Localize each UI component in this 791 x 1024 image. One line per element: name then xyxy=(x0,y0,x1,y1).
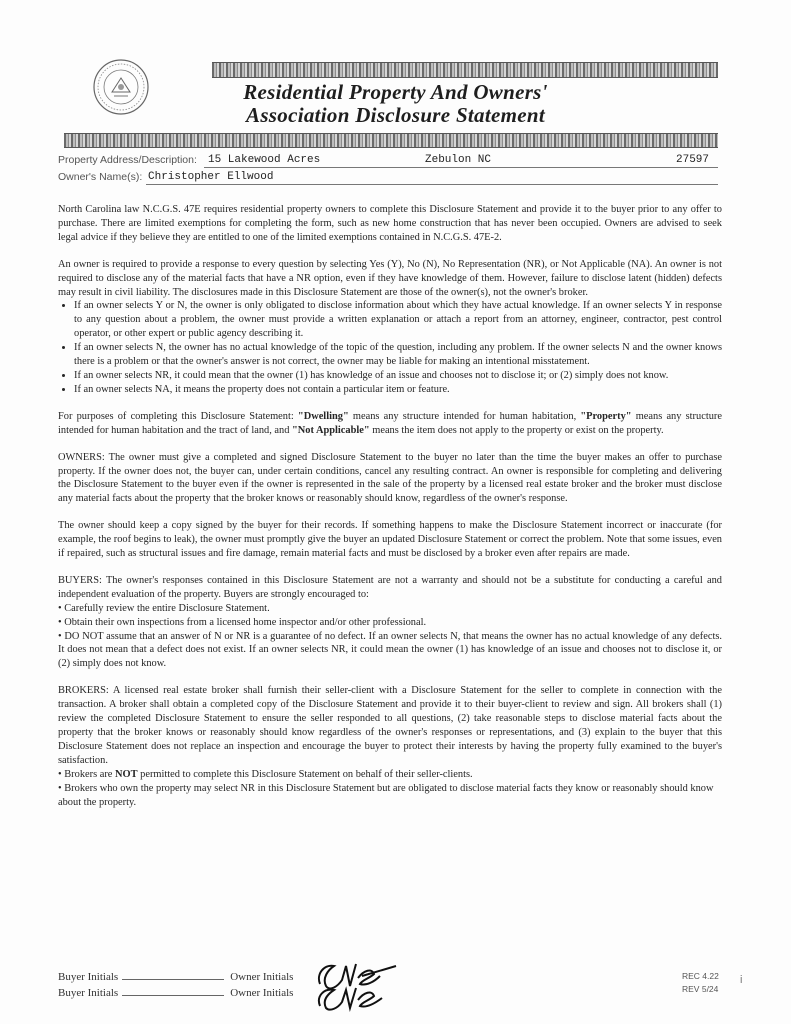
buyer-initials-label: Buyer Initials xyxy=(58,971,119,983)
option-nr-item: • If an owner selects NR, it could mean that the owner (1) has knowledge of an issue and chooses not to disclose it; or (2) simply does not know. xyxy=(74,369,722,383)
owner-name-row xyxy=(58,171,718,183)
property-address-row xyxy=(58,154,718,166)
buyer-inspection-item: • Obtain their own inspections from a licensed home inspector and/or other professional. xyxy=(58,616,427,628)
property-address-value: 15 Lakewood Acres xyxy=(208,154,321,166)
owners-paragraph: OWNERS: The owner must give a completed and signed Disclosure Statement to the buyer no later than the time the buyer makes an offer to purchase property. If the owner does not, the buyer can, under certain conditions, cancel any resulting contract. An owner is responsible for completing and delivering the Disclosure Statement to the buyer even if the owner is represented in the sale of the property by a licensed real estate broker and the broker must disclose any material facts about the property that the broker knows or reasonably should know, regardless of the owner's response. xyxy=(58,451,722,505)
header-banner-bottom xyxy=(64,133,718,148)
owner-initials-signature xyxy=(312,956,404,1014)
buyers-paragraph: BUYERS: The owner's responses contained in this Disclosure Statement are not a warranty and should not be a substitute for conducting a careful and independent evaluation of the property. Buyers are strongly encouraged to: xyxy=(58,574,722,600)
response-options-list xyxy=(58,299,722,396)
brokers-own-property-item: • Brokers who own the property may select NR in this Disclosure Statement but are obligated to disclose material facts they know or reasonably should know about the property. xyxy=(58,782,714,808)
not-applicable-term: "Not Applicable" xyxy=(292,424,370,436)
disclosure-body xyxy=(58,203,722,809)
initials-row-2 xyxy=(58,985,293,999)
initials-row-1 xyxy=(58,969,293,983)
property-city-value: Zebulon NC xyxy=(425,154,492,166)
form-code-line-1: REC 4.22 xyxy=(682,971,719,981)
buyer-initials-field-1[interactable] xyxy=(122,969,224,980)
response-instructions-paragraph: An owner is required to provide a response to every question by selecting Yes (Y), No (N), No Representation (NR), or Not Applicable (NA). An owner is not required to disclose any of the material facts that have a NR option, even if they have knowledge of them. However, failure to disclose latent (hidden) defects may result in civil liability. The disclosures made in this Disclosure Statement are those of the owner(s), not the owner's broker. xyxy=(58,258,722,298)
owner-name-label: Owner's Name(s): xyxy=(58,171,143,183)
property-address-label: Property Address/Description: xyxy=(58,154,197,166)
owner-name-underline xyxy=(146,184,718,185)
owner-initials-label: Owner Initials xyxy=(230,971,294,983)
owner-initials-label-2: Owner Initials xyxy=(230,987,294,999)
page-mark: i xyxy=(740,974,743,986)
property-zip-value: 27597 xyxy=(676,154,710,166)
option-n-item: • If an owner selects N, the owner has no actual knowledge of the topic of the question, including any problem. If the owner selects N and the owner knows there is a problem or that the owner's answer is not correct, the owner may be liable for making an intentional misstatement. xyxy=(74,341,722,369)
property-term: "Property" xyxy=(580,410,632,422)
buyer-initials-field-2[interactable] xyxy=(122,985,224,996)
owner-copy-paragraph: The owner should keep a copy signed by the buyer for their records. If something happens to make the Disclosure Statement incorrect or inaccurate (for example, the roof begins to leak), the owner must promptly give the buyer an updated Disclosure Statement or correct the problem. Note that some issues, even if repaired, such as structural issues and fire damage, remain material facts and must be disclosed by a broker even after repairs are made. xyxy=(58,520,722,560)
buyer-do-not-assume-item: • DO NOT assume that an answer of N or NR is a guarantee of no defect. If an owner selects N, that means the owner has no actual knowledge of any defects. It does not mean that a defect does not exist. If an owner selects NR, it could mean the owner (1) has knowledge of an issue and chooses not to disclose it, or (2) simply does not know. xyxy=(58,630,722,670)
buyer-initials-label-2: Buyer Initials xyxy=(58,987,119,999)
header-banner-top xyxy=(212,62,718,78)
definitions-paragraph: For purposes of completing this Disclosure Statement: "Dwelling" means any structure intended for human habitation, "Property" means any structure intended for human habitation and the tract of land, and "Not Applicable" means the item does not apply to the property or exist on the property. xyxy=(58,410,722,436)
dwelling-term: "Dwelling" xyxy=(297,410,349,422)
document-title-line-2: Association Disclosure Statement xyxy=(246,103,545,127)
option-na-item: • If an owner selects NA, it means the property does not contain a particular item or feature. xyxy=(74,383,722,397)
buyer-review-item: • Carefully review the entire Disclosure Statement. xyxy=(58,602,270,614)
brokers-paragraph: BROKERS: A licensed real estate broker shall furnish their seller-client with a Disclosure Statement for the seller to complete in connection with the transaction. A broker shall obtain a completed copy of the Disclosure Statement and provide it to their buyer-client to review and sign. All brokers shall (1) review the completed Disclosure Statement to ensure the seller responded to all questions, (2) take reasonable steps to disclose material facts about the property that the broker knows or reasonably should know regardless of the owner's responses or representations, and (3) explain to the buyer that this Disclosure Statement does not replace an inspection and encourage the buyer to protect their interests by having the property fully examined to the buyer's satisfaction. xyxy=(58,685,722,766)
form-code-line-2: REV 5/24 xyxy=(682,984,719,994)
address-underline xyxy=(204,167,718,168)
intro-paragraph: North Carolina law N.C.G.S. 47E requires residential property owners to complete this Disclosure Statement and provide it to the buyer prior to any offer to purchase. There are limited exemptions for completing the form, such as new home construction that has never been occupied. Owners are advised to seek legal advice if they believe they are entitled to one of the limited exemptions contained in N.C.G.S. 47E-2. xyxy=(58,204,722,243)
brokers-not-permitted-item: • Brokers are NOT permitted to complete this Disclosure Statement on behalf of their seller-clients. xyxy=(58,768,473,780)
owner-name-value: Christopher Ellwood xyxy=(148,171,274,183)
document-title-line-1: Residential Property And Owners' xyxy=(243,80,548,104)
option-y-or-n-item: • If an owner selects Y or N, the owner is only obligated to disclose information about which they have actual knowledge. If an owner selects Y in response to any question about a problem, the owner must provide a written explanation or attach a report from an attorney, engineer, contractor, pest control operator, or other expert or public agency describing it. xyxy=(74,299,722,341)
